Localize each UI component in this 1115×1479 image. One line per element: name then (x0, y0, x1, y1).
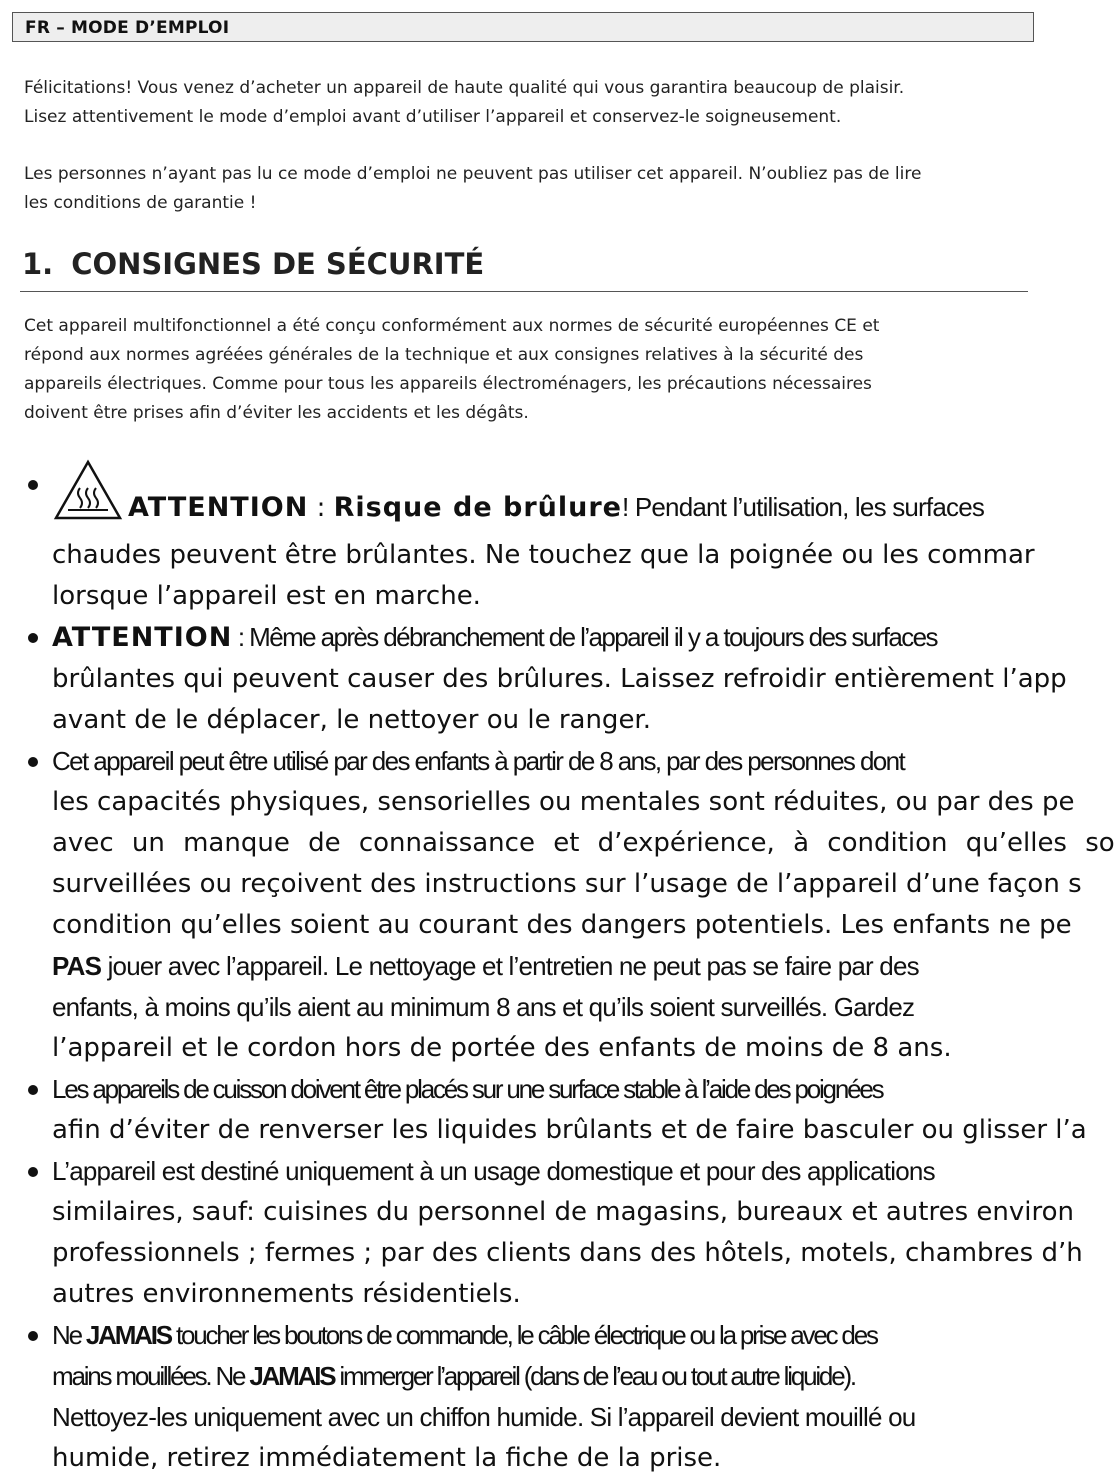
body-line: doivent être prises afin d’éviter les accidents et les dégâts. (24, 403, 529, 423)
bullet-line: professionnels ; fermes ; par des clients dans des hôtels, motels, chambres d’h (52, 1238, 1083, 1268)
jamais-label: JAMAIS (85, 1320, 171, 1350)
bullet-line: Nettoyez-les uniquement avec un chiffon humide. Si l’appareil devient mouillé ou (52, 1402, 916, 1432)
intro-line: Félicitations! Vous venez d’acheter un appareil de haute qualité qui vous garantira beaucoup de plaisir. (24, 78, 905, 98)
attention-label: ATTENTION (52, 622, 233, 653)
jamais-label: JAMAIS (249, 1361, 335, 1391)
bullet-line: avant de le déplacer, le nettoyer ou le ranger. (52, 705, 652, 735)
bullet-dot (28, 1331, 38, 1341)
safety-intro-paragraph (24, 312, 1024, 428)
body-line: appareils électriques. Comme pour tous les appareils électroménagers, les précautions nécessaires (24, 374, 872, 394)
bullet-line (52, 1356, 1115, 1397)
bullet-dot (28, 1167, 38, 1177)
bullet-text: ! Pendant l’utilisation, les surfaces (622, 492, 985, 522)
hot-surface-warning-icon (52, 458, 124, 535)
bullet-line: lorsque l’appareil est en marche. (52, 581, 481, 611)
bullet-line (52, 1315, 1115, 1356)
section-divider (20, 291, 1028, 292)
bullet-line: enfants, à moins qu’ils aient au minimum 8 ans et qu’ils soient surveillés. Gardez (52, 992, 915, 1022)
bullet-line: Cet appareil peut être utilisé par des enfants à partir de 8 ans, par des personnes dont (52, 746, 905, 776)
header-title: FR – MODE D’EMPLOI (25, 18, 230, 38)
bullet-line: humide, retirez immédiatement la fiche de la prise. (52, 1443, 722, 1473)
intro-paragraph-2 (24, 160, 1034, 217)
bullet-wet-hands (0, 1315, 1115, 1479)
bullet-line (52, 617, 1115, 659)
bullet-hot-surface (0, 458, 1115, 617)
header-box (12, 12, 1034, 42)
bullet-text: Ne (52, 1320, 86, 1350)
bullet-line: les capacités physiques, sensorielles ou mentales sont réduites, ou par des pe (52, 787, 1075, 817)
bullet-dot (28, 757, 38, 767)
separator: : (308, 493, 334, 523)
section-number: 1. (22, 247, 54, 281)
section-title (22, 247, 484, 281)
intro-line: Lisez attentivement le mode d’emploi avant d’utiliser l’appareil et conservez-le soigneusement. (24, 106, 842, 127)
bullet-line (52, 458, 1115, 535)
bullet-line: Les appareils de cuisson doivent être placés sur une surface stable à l’aide des poignées (52, 1074, 883, 1104)
bullet-line: similaires, sauf: cuisines du personnel de magasins, bureaux et autres environ (52, 1197, 1074, 1227)
bullet-line: afin d’éviter de renverser les liquides brûlants et de faire basculer ou glisser l’a (52, 1115, 1087, 1145)
bullet-text: immerger l’appareil (dans de l’eau ou tout autre liquide). (334, 1361, 855, 1391)
bullet-dot (28, 633, 38, 643)
intro-line: Les personnes n’ayant pas lu ce mode d’emploi ne peuvent pas utiliser cet appareil. N’oubliez pas de lire (24, 164, 922, 184)
bullet-line: condition qu’elles soient au courant des dangers potentiels. Les enfants ne pe (52, 910, 1072, 940)
bullet-dot (28, 480, 38, 490)
pas-label: PAS (52, 951, 102, 981)
bullet-line: avec un manque de connaissance et d’expérience, à condition qu’elles so (52, 828, 1115, 858)
bullet-unplugged-hot (0, 617, 1115, 741)
bullet-domestic-use (0, 1151, 1115, 1315)
body-line: répond aux normes agréées générales de la technique et aux consignes relatives à la sécurité des (24, 345, 864, 365)
bullet-dot (28, 1085, 38, 1095)
attention-label: ATTENTION (128, 492, 309, 523)
section-title-text: CONSIGNES DE SÉCURITÉ (71, 247, 485, 281)
bullet-line: L’appareil est destiné uniquement à un usage domestique et pour des applications (52, 1156, 935, 1186)
bullet-line: brûlantes qui peuvent causer des brûlures. Laissez refroidir entièrement l’app (52, 664, 1067, 694)
bullet-children (0, 741, 1115, 1069)
intro-line: les conditions de garantie ! (24, 192, 257, 213)
intro-paragraph-1 (24, 74, 1034, 131)
bullet-line: autres environnements résidentiels. (52, 1279, 521, 1309)
bullet-text: jouer avec l’appareil. Le nettoyage et l’entretien ne peut pas se faire par des (101, 951, 919, 981)
body-line: Cet appareil multifonctionnel a été conçu conformément aux normes de sécurité européennes CE et (24, 316, 880, 336)
bullet-text: : Même après débranchement de l’appareil il y a toujours des surfaces (232, 622, 937, 652)
bullet-line: l’appareil et le cordon hors de portée des enfants de moins de 8 ans. (52, 1033, 952, 1063)
risk-label: Risque de brûlure (333, 492, 622, 523)
bullet-line: surveillées ou reçoivent des instructions sur l’usage de l’appareil d’une façon s (52, 869, 1082, 899)
bullet-text: mains mouillées. Ne (52, 1361, 250, 1391)
bullet-line (52, 946, 1115, 987)
safety-bullet-list (0, 458, 1115, 1479)
bullet-stable-surface (0, 1069, 1115, 1151)
bullet-text: toucher les boutons de commande, le câble électrique ou la prise avec des (170, 1320, 877, 1350)
bullet-line: chaudes peuvent être brûlantes. Ne touchez que la poignée ou les commar (52, 540, 1035, 570)
